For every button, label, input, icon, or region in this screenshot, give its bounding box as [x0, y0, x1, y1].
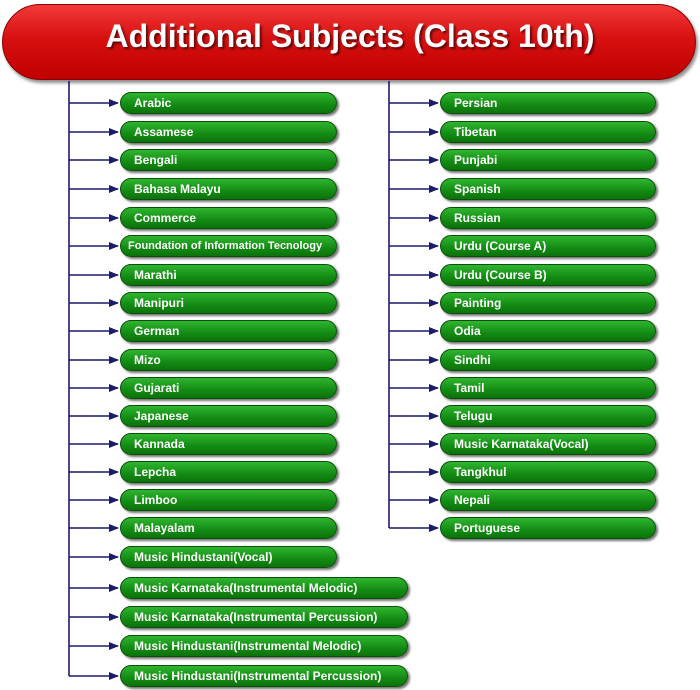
- subject-pill: Urdu (Course A): [440, 235, 656, 257]
- subject-pill: Music Karnataka(Vocal): [440, 433, 656, 455]
- subject-pill: Nepali: [440, 489, 656, 511]
- subject-pill: Odia: [440, 320, 656, 342]
- subject-pill: Painting: [440, 292, 656, 314]
- subject-pill: Tamil: [440, 377, 656, 399]
- subject-pill: Sindhi: [440, 349, 656, 371]
- subject-pill: Spanish: [440, 178, 656, 200]
- subject-pill: Arabic: [120, 92, 337, 114]
- subject-pill: German: [120, 320, 337, 342]
- subject-pill: Foundation of Information Tecnology: [120, 235, 337, 257]
- subject-pill: Portuguese: [440, 517, 656, 539]
- subject-pill: Urdu (Course B): [440, 264, 656, 286]
- subject-pill: Assamese: [120, 121, 337, 143]
- subject-pill: Persian: [440, 92, 656, 114]
- subject-pill: Mizo: [120, 349, 337, 371]
- subject-pill: Tibetan: [440, 121, 656, 143]
- subject-pill: Kannada: [120, 433, 337, 455]
- subject-pill: Manipuri: [120, 292, 337, 314]
- subject-pill: Music Hindustani(Instrumental Percussion): [120, 665, 408, 687]
- subject-pill: Malayalam: [120, 517, 337, 539]
- subject-pill: Music Karnataka(Instrumental Melodic): [120, 577, 408, 599]
- page-title: Additional Subjects (Class 10th): [105, 18, 595, 54]
- subject-pill: Music Hindustani(Instrumental Melodic): [120, 635, 408, 657]
- subject-pill: Marathi: [120, 264, 337, 286]
- subject-pill: Japanese: [120, 405, 337, 427]
- subject-pill: Limboo: [120, 489, 337, 511]
- subject-pill: Music Karnataka(Instrumental Percussion): [120, 606, 408, 628]
- subject-pill: Tangkhul: [440, 461, 656, 483]
- subject-pill: Gujarati: [120, 377, 337, 399]
- subject-pill: Lepcha: [120, 461, 337, 483]
- subject-pill: Commerce: [120, 207, 337, 229]
- subject-pill: Music Hindustani(Vocal): [120, 546, 337, 568]
- subject-pill: Bengali: [120, 149, 337, 171]
- subject-pill: Punjabi: [440, 149, 656, 171]
- subject-pill: Telugu: [440, 405, 656, 427]
- subject-pill: Russian: [440, 207, 656, 229]
- subject-pill: Bahasa Malayu: [120, 178, 337, 200]
